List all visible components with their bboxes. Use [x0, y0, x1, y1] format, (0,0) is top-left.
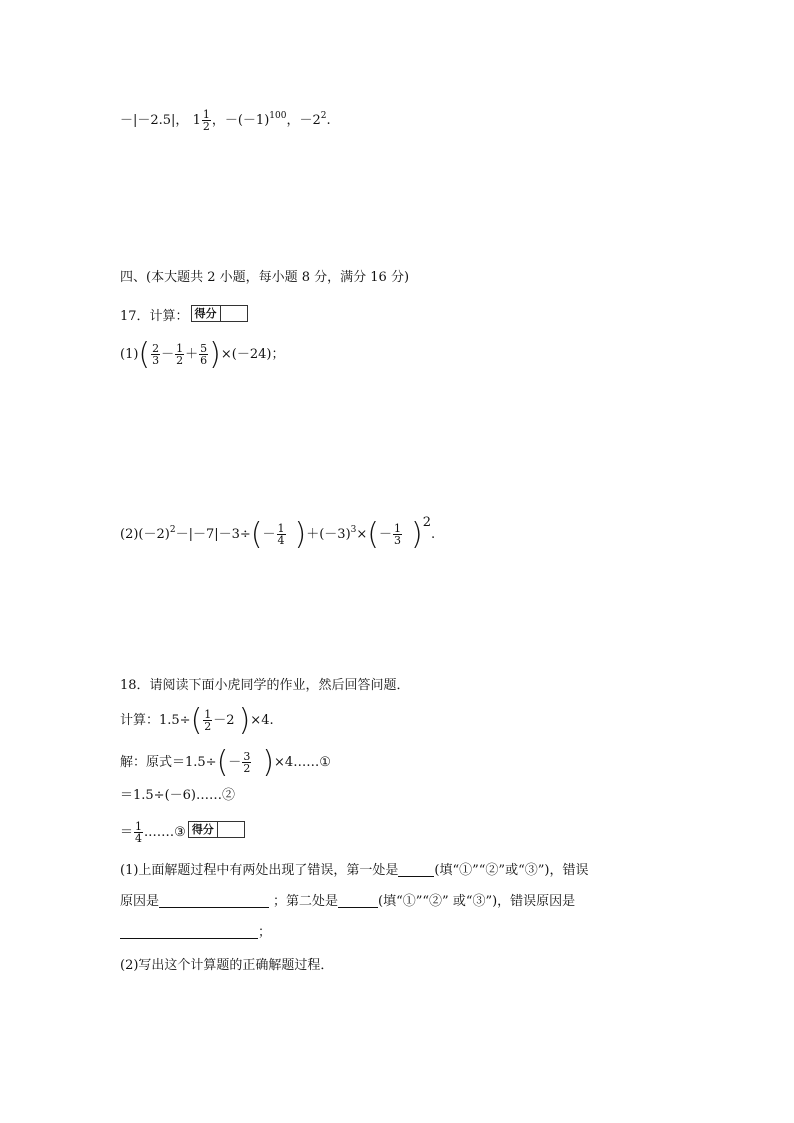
operator: ＋ — [185, 347, 199, 362]
fraction — [199, 343, 208, 366]
denominator: 2 — [176, 354, 184, 367]
exponent: 100 — [269, 111, 287, 121]
left-paren: ( — [190, 702, 203, 738]
section-heading: 四、(本大题共 2 小题，每小题 8 分，满分 16 分) — [120, 270, 410, 285]
expr-text: ，－2 — [286, 113, 321, 128]
question-18-sub1-line1 — [120, 861, 588, 881]
operator: － — [262, 527, 276, 542]
denominator: 6 — [200, 354, 208, 367]
fraction — [277, 523, 286, 546]
score-box — [191, 305, 248, 322]
fraction — [203, 709, 212, 732]
question-text: 原因是 — [120, 894, 160, 909]
question-18-label: 18．请阅读下面小虎同学的作业，然后回答问题． — [120, 678, 410, 693]
expr-text: ×4……① — [274, 755, 331, 770]
denominator: 3 — [152, 354, 160, 367]
numerator: 1 — [176, 342, 184, 355]
question-text: (填“①”“②” 或“③”)，错误原因是 — [378, 894, 576, 909]
numerator: 1 — [202, 108, 210, 121]
exponent: 2 — [320, 111, 327, 121]
question-17-label — [120, 305, 248, 327]
score-blank[interactable] — [218, 822, 244, 837]
expr-text: 解：原式＝1.5÷ — [120, 755, 217, 770]
operator: － — [379, 527, 393, 542]
answer-blank-3[interactable] — [338, 893, 378, 908]
fraction — [134, 821, 143, 844]
right-paren: ) — [209, 336, 221, 372]
question-18-solution-3 — [120, 818, 245, 848]
top-expression — [120, 106, 331, 132]
score-label: 得分 — [189, 822, 218, 837]
numerator: 5 — [200, 342, 208, 355]
numerator: 3 — [243, 750, 251, 763]
question-18-solution-2: ＝1.5÷(－6)……② — [120, 788, 235, 803]
denominator: 2 — [204, 720, 212, 733]
part-label: (2)(－2) — [120, 527, 170, 542]
question-text: ； — [258, 925, 272, 940]
numerator: 1 — [394, 522, 402, 535]
question-text: (1)上面解题过程中有两处出现了错误，第一处是 — [120, 863, 399, 878]
operator: － — [161, 347, 175, 362]
right-paren: ) — [294, 516, 307, 552]
question-18-sub1-line2 — [120, 892, 575, 912]
answer-blank-4[interactable] — [120, 924, 258, 939]
expr-text: ＝ — [120, 825, 134, 840]
expr-text: ，－(－1) — [211, 113, 270, 128]
score-label: 得分 — [192, 306, 221, 321]
denominator: 3 — [394, 534, 402, 547]
numerator: 1 — [277, 522, 285, 535]
right-paren: ) — [238, 702, 251, 738]
expr-text: . — [326, 113, 331, 128]
question-text: (填“①”“②”或“③”)，错误 — [434, 863, 589, 878]
answer-blank-2[interactable] — [159, 893, 269, 908]
left-paren: ( — [250, 516, 263, 552]
mixed-whole: 1 — [192, 113, 201, 128]
question-18-calc — [120, 702, 274, 738]
score-box — [188, 821, 245, 838]
fraction — [175, 343, 184, 366]
expr-text: －2 — [213, 713, 235, 728]
question-label: 17．计算： — [120, 309, 189, 324]
numerator: 2 — [152, 342, 160, 355]
expr-text: × — [356, 527, 368, 542]
expr-text: .……③ — [144, 825, 186, 840]
expr-text: ＋(－3) — [306, 527, 351, 542]
answer-blank-1[interactable] — [398, 862, 434, 877]
right-paren: ) — [262, 744, 275, 780]
expr-text: . — [431, 527, 436, 542]
fraction — [202, 109, 211, 132]
question-18-sub2: (2)写出这个计算题的正确解题过程． — [120, 958, 334, 973]
expr-text: －|－7|－3÷ — [175, 527, 251, 542]
question-17-part2 — [120, 506, 435, 552]
denominator: 4 — [135, 832, 143, 845]
expr-text: ×4. — [250, 713, 274, 728]
question-17-part1 — [120, 336, 285, 372]
operator: － — [228, 755, 242, 770]
left-paren: ( — [367, 516, 380, 552]
expr-text: ×(－24)； — [220, 347, 285, 362]
question-18-sub1-line3 — [120, 923, 271, 943]
numerator: 1 — [204, 708, 212, 721]
part-label: (1) — [120, 347, 139, 362]
exponent: 2 — [169, 525, 176, 535]
score-blank[interactable] — [221, 306, 247, 321]
question-18-solution-1 — [120, 746, 331, 780]
question-text: ；第二处是 — [273, 894, 339, 909]
denominator: 2 — [202, 120, 210, 133]
exponent: 2 — [422, 515, 432, 530]
expr-text: 计算：1.5÷ — [120, 713, 191, 728]
left-paren: ( — [216, 744, 229, 780]
expr-text: －|－2.5|， — [120, 113, 189, 128]
left-paren: ( — [138, 336, 151, 372]
fraction — [151, 343, 160, 366]
numerator: 1 — [135, 820, 143, 833]
denominator: 4 — [277, 534, 285, 547]
fraction — [242, 751, 251, 774]
exponent: 3 — [350, 525, 357, 535]
fraction — [393, 523, 402, 546]
right-paren: ) — [411, 516, 423, 552]
denominator: 2 — [243, 762, 251, 775]
